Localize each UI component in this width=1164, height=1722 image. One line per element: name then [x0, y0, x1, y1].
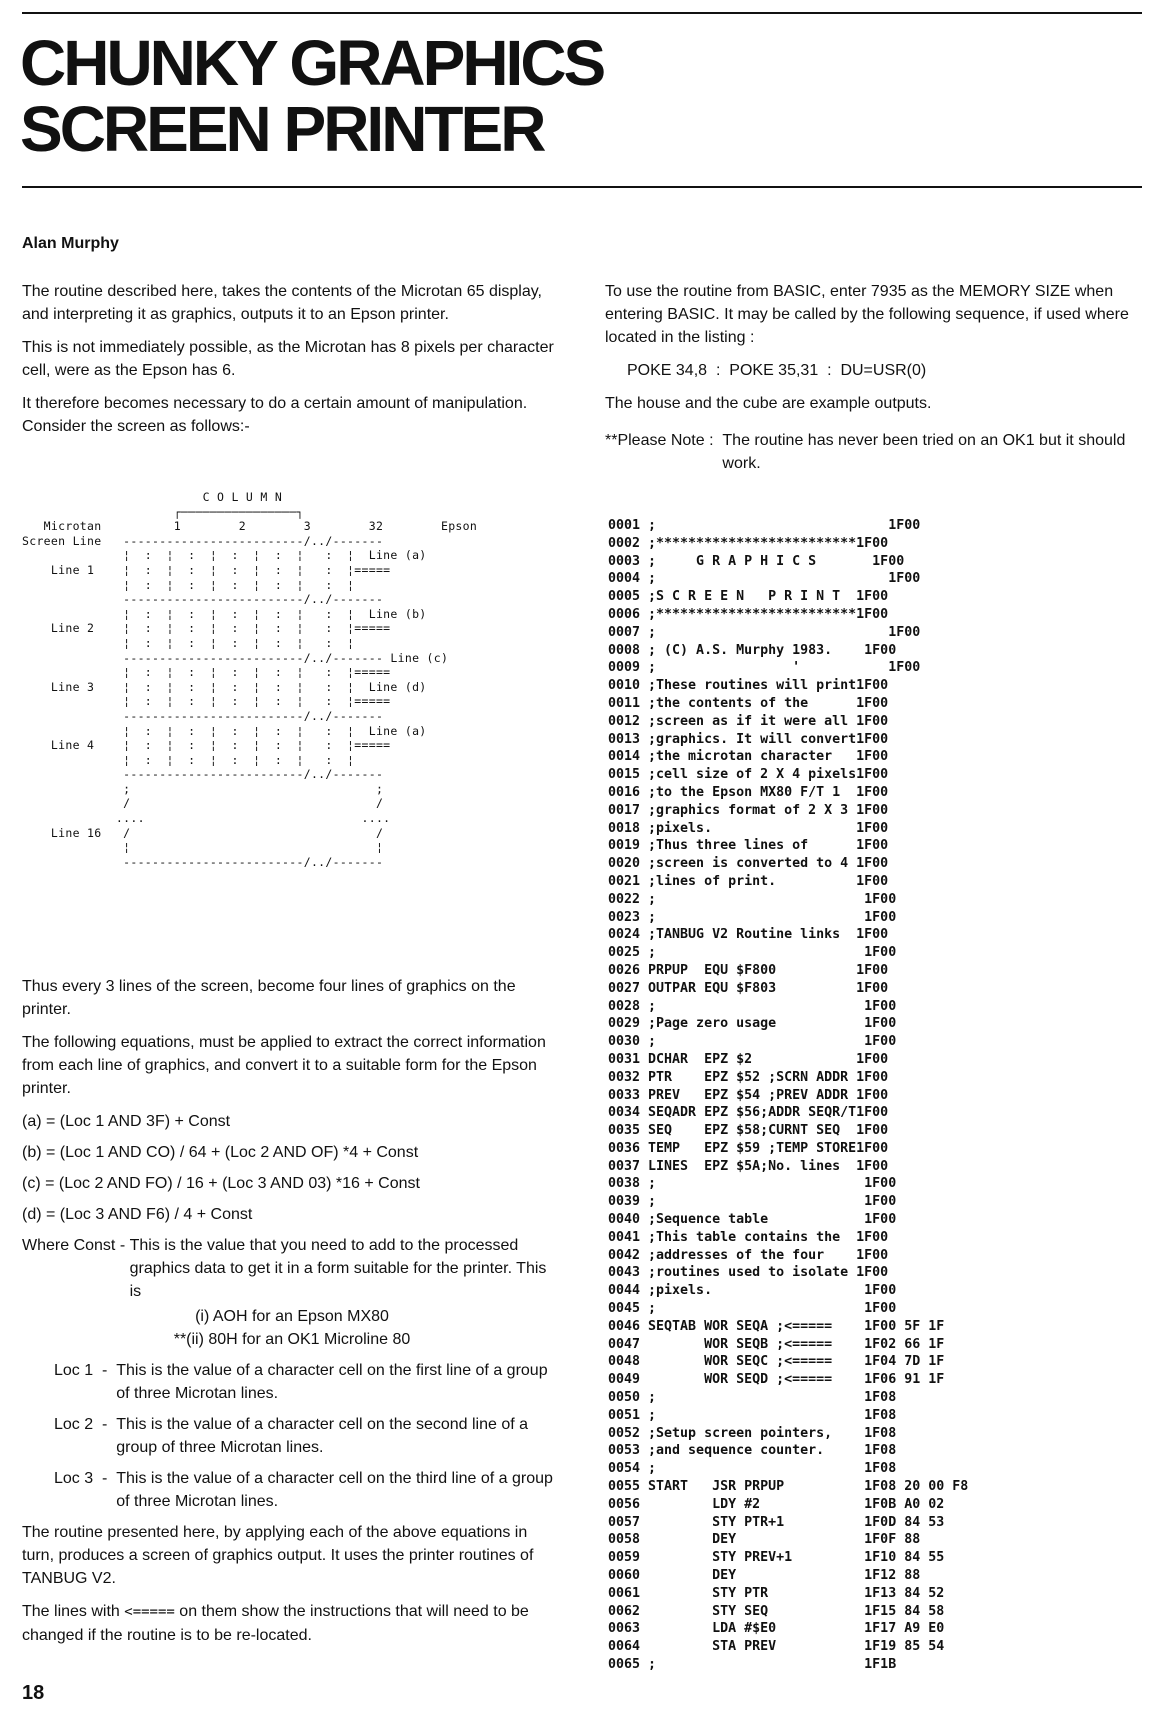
- relocation-text-a: The lines with: [22, 1603, 125, 1620]
- loc2-definition: [54, 1413, 562, 1459]
- top-rule: [22, 12, 1142, 14]
- please-note-text: The routine has never been tried on an OK1 but it should work.: [722, 432, 1126, 472]
- loc3-label: Loc 3 -: [54, 1470, 117, 1487]
- thus-paragraph: Thus every 3 lines of the screen, become four lines of graphics on the printer.: [22, 978, 516, 1018]
- equation-d: (d) = (Loc 3 AND F6) / 4 + Const: [22, 1206, 253, 1223]
- example-outputs-paragraph: The house and the cube are example outputs.: [605, 395, 932, 412]
- equation-c: (c) = (Loc 2 AND FO) / 16 + (Loc 3 AND 03) *16 + Const: [22, 1175, 420, 1192]
- left-column-lower: [22, 975, 562, 1657]
- please-note: [605, 429, 1140, 475]
- loc2-label: Loc 2 -: [54, 1416, 117, 1433]
- pixels-paragraph: This is not immediately possible, as the Microtan has 8 pixels per character cell, were as the Epson has 6.: [22, 339, 554, 379]
- screen-diagram: [22, 490, 582, 950]
- right-column-text: [605, 280, 1140, 483]
- screen-diagram-text: C O L U M N ┌────────────────┐ Microtan 1 2 3 32 Epson Screen Line -------------------------/../------- ¦ : ¦ : ¦ : ¦ : ¦ : ¦ Line (a) Line 1 ¦ : ¦ : ¦ : ¦ : ¦ : ¦===== ¦ : ¦ : ¦ : ¦ : ¦ : ¦ -------------------------/../------- ¦ : ¦ : ¦ : ¦ : ¦ : ¦ Line (b) Line 2 ¦ : ¦ : ¦ : ¦ : ¦ : ¦===== ¦ : ¦ : ¦ : ¦ : ¦ : ¦ -------------------------/../------- Line (c) ¦ : ¦ : ¦ : ¦ : ¦ : ¦===== Line 3 ¦ : ¦ : ¦ : ¦ : ¦ : ¦ Line (d) ¦ : ¦ : ¦ : ¦ : ¦ : ¦===== -------------------------/../------- ¦ : ¦ : ¦ : ¦ : ¦ : ¦ Line (a) Line 4 ¦ : ¦ : ¦ : ¦ : ¦ : ¦===== ¦ : ¦ : ¦ : ¦ : ¦ : ¦ -------------------------/../------- ; ; / / .... .... Line 16 / / ¦ ¦ -------------------------/../-------: [22, 490, 478, 869]
- intro-paragraph: The routine described here, takes the contents of the Microtan 65 display, and interpreting it as graphics, outputs it to an Epson printer.: [22, 283, 542, 323]
- page-title: [20, 27, 604, 165]
- const-option-ii: **(ii) 80H for an OK1 Microline 80: [173, 1331, 411, 1348]
- loc3-text: This is the value of a character cell on the third line of a group of three Microtan lines.: [116, 1470, 553, 1510]
- title-line-1: CHUNKY GRAPHICS: [20, 27, 604, 99]
- relocation-text-b: on them show the instructions that will need to be changed if the routine is to be re-located.: [22, 1603, 529, 1644]
- manipulation-paragraph: It therefore becomes necessary to do a certain amount of manipulation. Consider the screen as follows:-: [22, 395, 528, 435]
- const-option-i: (i) AOH for an Epson MX80: [195, 1308, 389, 1325]
- title-line-2: SCREEN PRINTER: [20, 93, 544, 165]
- relocation-paragraph: [22, 1600, 562, 1647]
- loc2-text: This is the value of a character cell on the second line of a group of three Microtan lines.: [116, 1416, 529, 1456]
- const-text: This is the value that you need to add to the processed graphics data to get it in a form suitable for the printer. This is: [129, 1237, 547, 1300]
- left-column-upper: [22, 280, 562, 448]
- assembly-listing: [608, 517, 1148, 1674]
- poke-command: POKE 34,8 : POKE 35,31 : DU=USR(0): [627, 362, 927, 379]
- loc3-definition: [54, 1467, 562, 1513]
- basic-usage-paragraph: To use the routine from BASIC, enter 7935 as the MEMORY SIZE when entering BASIC. It may be called by the following sequence, if used where located in the listing :: [605, 283, 1129, 346]
- equations-paragraph: The following equations, must be applied to extract the correct information from each line of graphics, and convert it to a suitable form for the Epson printer.: [22, 1034, 546, 1097]
- page-number: 18: [22, 1682, 45, 1704]
- arrow-marker: <=====: [124, 1604, 175, 1620]
- assembly-listing-text: 0001 ; 1F00 0002 ;*************************1F00 0003 ; G R A P H I C S 1F00 0004 ; 1F00 0005 ;S C R E E N P R I N T 1F00 0006 ;*************************1F00 0007 ; 1F00 0008 ; (C) A.S. Murphy 1983. 1F00 0009 ; ' 1F00 0010 ;These routines will print1F00 0011 ;the contents of the 1F00 0012 ;screen as if it were all 1F00 0013 ;graphics. It will convert1F00 0014 ;the microtan character 1F00 0015 ;cell size of 2 X 4 pixels1F00 0016 ;to the Epson MX80 F/T 1 1F00 0017 ;graphics format of 2 X 3 1F00 0018 ;pixels. 1F00 0019 ;Thus three lines of 1F00 0020 ;screen is converted to 4 1F00 0021 ;lines of print. 1F00 0022 ; 1F00 0023 ; 1F00 0024 ;TANBUG V2 Routine links 1F00 0025 ; 1F00 0026 PRPUP EQU $F800 1F00 0027 OUTPAR EQU $F803 1F00 0028 ; 1F00 0029 ;Page zero usage 1F00 0030 ; 1F00 0031 DCHAR EPZ $2 1F00 0032 PTR EPZ $52 ;SCRN ADDR 1F00 0033 PREV EPZ $54 ;PREV ADDR 1F00 0034 SEQADR EPZ $56;ADDR SEQR/T1F00 0035 SEQ EPZ $58;CURNT SEQ 1F00 0036 TEMP EPZ $59 ;TEMP STORE1F00 0037 LINES EPZ $5A;No. lines 1F00 0038 ; 1F00 0039 ; 1F00 0040 ;Sequence table 1F00 0041 ;This table contains the 1F00 0042 ;addresses of the four 1F00 0043 ;routines used to isolate 1F00 0044 ;pixels. 1F00 0045 ; 1F00 0046 SEQTAB WOR SEQA ;<===== 1F00 5F 1F 0047 WOR SEQB ;<===== 1F02 66 1F 0048 WOR SEQC ;<===== 1F04 7D 1F 0049 WOR SEQD ;<===== 1F06 91 1F 0050 ; 1F08 0051 ; 1F08 0052 ;Setup screen pointers, 1F08 0053 ;and sequence counter. 1F08 0054 ; 1F08 0055 START JSR PRPUP 1F08 20 00 F8 0056 LDY #2 1F0B A0 02 0057 STY PTR+1 1F0D 84 53 0058 DEY 1F0F 88 0059 STY PREV+1 1F10 84 55 0060 DEY 1F12 88 0061 STY PTR 1F13 84 52 0062 STY SEQ 1F15 84 58 0063 LDA #$E0 1F17 A9 E0 0064 STA PREV 1F19 85 54 0065 ; 1F1B: [608, 518, 969, 1672]
- author: Alan Murphy: [22, 235, 119, 252]
- title-rule: [22, 186, 1142, 188]
- equation-a: (a) = (Loc 1 AND 3F) + Const: [22, 1113, 231, 1130]
- equation-b: (b) = (Loc 1 AND CO) / 64 + (Loc 2 AND OF) *4 + Const: [22, 1144, 419, 1161]
- routine-paragraph: The routine presented here, by applying each of the above equations in turn, produces a screen of graphics output. It uses the printer routines of TANBUG V2.: [22, 1524, 534, 1587]
- const-definition: [22, 1234, 562, 1303]
- loc1-text: This is the value of a character cell on the first line of a group of three Microtan lines.: [116, 1362, 548, 1402]
- const-label: Where Const -: [22, 1237, 130, 1254]
- loc1-label: Loc 1 -: [54, 1362, 117, 1379]
- loc1-definition: [54, 1359, 562, 1405]
- please-note-label: **Please Note :: [605, 432, 723, 449]
